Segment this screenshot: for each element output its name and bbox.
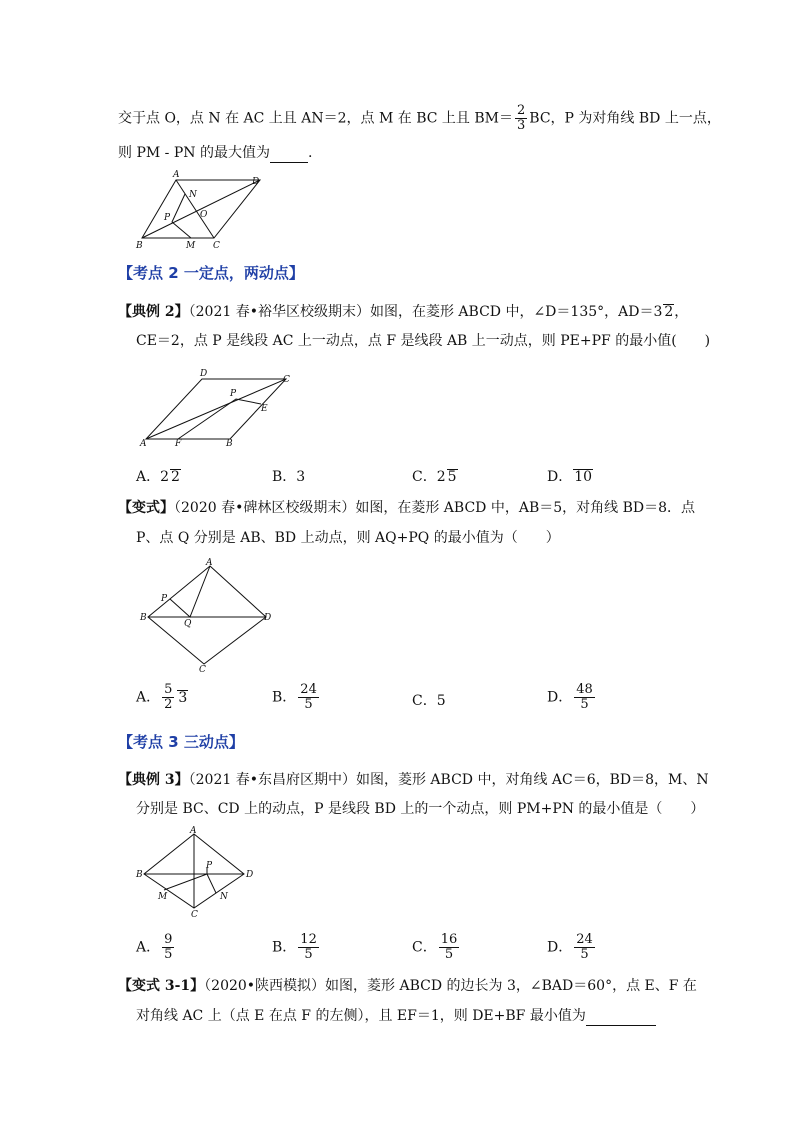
diagonal-bd — [142, 180, 260, 238]
option-a-text: A．2 — [136, 469, 170, 485]
option-a-fraction — [162, 683, 174, 712]
ex2-option-a — [136, 466, 181, 486]
option-d-text: D． — [547, 939, 573, 956]
option-b-text: B． — [272, 939, 297, 956]
section-heading-3: 【考点 3 三动点】 — [118, 733, 244, 751]
var31-lead: 【变式 3-1】 — [118, 978, 205, 994]
figure-rhombus-3 — [138, 560, 278, 675]
figure-parallelogram-1 — [130, 170, 270, 255]
label-D: D — [246, 870, 254, 880]
fraction-denominator: 5 — [580, 947, 589, 962]
segments-aq-qp — [170, 566, 210, 617]
var2-line-1 — [118, 498, 695, 518]
option-c-radicand: 5 — [447, 469, 457, 485]
option-b-text: B． — [272, 689, 297, 706]
intro-line-2 — [118, 143, 312, 163]
ex3-lead: 【典例 3】 — [118, 772, 189, 788]
label-B: B — [140, 613, 147, 623]
intro-period: . — [307, 145, 313, 161]
ex3-option-d — [547, 933, 597, 962]
ex3-text-1: （2021 春•东昌府区期中）如图，菱形 ABCD 中，对角线 AC＝6，BD＝8，M、N — [188, 772, 709, 788]
label-P: P — [230, 389, 237, 399]
label-C: C — [191, 910, 198, 920]
intro-text-b: BC，P 为对角线 BD 上一点， — [529, 110, 721, 127]
option-d-radicand: 10 — [574, 469, 593, 485]
fraction-two-thirds — [515, 104, 527, 133]
ex3-line-2: 分别是 BC、CD 上的动点，P 是线段 BD 上的一个动点，则 PM+PN 的最小值是（ ） — [136, 801, 705, 817]
var2-line-2: P、点 Q 分别是 AB、BD 上动点，则 AQ+PQ 的最小值为（ ） — [136, 530, 560, 546]
ex3-option-b — [272, 933, 321, 962]
rhombus-outline — [148, 566, 266, 664]
fraction-numerator: 9 — [164, 932, 173, 947]
fraction-denominator: 5 — [304, 947, 313, 962]
intro-text-a: 交于点 O，点 N 在 AC 上且 AN＝2，点 M 在 BC 上且 BM＝ — [118, 110, 513, 127]
label-P: P — [164, 213, 171, 223]
intro-text-c: 则 PM - PN 的最大值为 — [118, 145, 270, 161]
var2-option-d — [547, 683, 597, 712]
var2-text-1: （2020 春•碑林区校级期末）如图，在菱形 ABCD 中，AB＝5，对角线 BD＝8．点 — [174, 500, 696, 516]
fraction-denominator: 5 — [580, 697, 589, 712]
segments-mp-pn — [164, 874, 216, 893]
option-d-text: D． — [547, 469, 573, 485]
label-D: D — [264, 613, 272, 623]
label-P: P — [206, 861, 213, 871]
label-M: M — [158, 892, 168, 902]
label-A: A — [206, 558, 213, 568]
var31-line-2 — [136, 1006, 656, 1026]
label-Q: Q — [184, 619, 192, 629]
option-a-fraction — [162, 933, 174, 962]
ex2-text-1: （2021 春•裕华区校级期末）如图，在菱形 ABCD 中，∠D＝135°，AD＝3 — [188, 304, 663, 320]
label-E: E — [261, 404, 268, 414]
fraction-denominator: 5 — [444, 947, 454, 962]
fraction-denominator: 5 — [304, 697, 313, 712]
option-d-text: D． — [547, 689, 573, 706]
ex2-comma: ， — [674, 304, 689, 320]
var31-line-1 — [118, 976, 697, 996]
label-B: B — [136, 870, 143, 880]
option-c-text: C． — [412, 939, 437, 956]
var2-lead: 【变式】 — [118, 500, 174, 516]
diagonal-ac — [176, 180, 214, 238]
option-c-fraction — [439, 933, 460, 962]
option-a-radicand: 3 — [178, 689, 188, 706]
ex3-option-c — [412, 933, 461, 962]
fraction-numerator: 5 — [164, 682, 173, 697]
label-C: C — [213, 241, 220, 251]
var31-text-2: 对角线 AC 上（点 E 在点 F 的左侧），且 EF＝1，则 DE+BF 最小值为 — [136, 1008, 586, 1024]
option-a-text: A． — [136, 939, 161, 956]
option-a-radicand: 2 — [171, 469, 180, 485]
option-d-fraction — [574, 933, 595, 962]
var2-option-b — [272, 683, 321, 712]
fraction-numerator: 24 — [576, 932, 593, 947]
ex2-option-d — [547, 466, 593, 486]
label-D: D — [252, 177, 260, 187]
figure-rhombus-4 — [136, 826, 266, 921]
fraction-denominator: 3 — [517, 118, 526, 133]
sqrt-radicand: 2 — [664, 304, 674, 320]
option-b-fraction — [298, 683, 319, 712]
label-C: C — [283, 375, 290, 385]
label-D: D — [200, 369, 208, 379]
fraction-numerator: 24 — [300, 682, 317, 697]
fraction-numerator: 12 — [300, 932, 317, 947]
ex2-line-1 — [118, 302, 688, 322]
fraction-numerator: 16 — [440, 932, 458, 947]
label-A: A — [190, 826, 197, 836]
ex2-option-b: B．3 — [272, 469, 306, 485]
label-O: O — [200, 210, 208, 220]
option-a-text: A． — [136, 689, 161, 706]
label-M: M — [186, 241, 196, 251]
ex3-option-a — [136, 933, 176, 962]
ex2-line-2: CE＝2，点 P 是线段 AC 上一动点，点 F 是线段 AB 上一动点，则 PE+PF 的最小值( ) — [136, 333, 711, 349]
label-F: F — [175, 439, 182, 449]
fraction-numerator: 48 — [576, 682, 593, 697]
section-heading-2: 【考点 2 一定点，两动点】 — [118, 264, 304, 282]
label-A: A — [173, 170, 180, 180]
label-N: N — [189, 190, 197, 200]
segments-pn-pm — [172, 194, 191, 238]
ex3-line-1 — [118, 770, 709, 790]
ex2-lead: 【典例 2】 — [118, 304, 189, 320]
label-C: C — [199, 665, 206, 675]
var2-option-c: C．5 — [412, 693, 446, 709]
answer-blank — [586, 1025, 656, 1026]
intro-line-1 — [118, 104, 721, 133]
label-B: B — [226, 439, 233, 449]
label-B: B — [136, 241, 143, 251]
ex2-option-c — [412, 466, 458, 486]
figure-rhombus-2 — [140, 367, 310, 447]
option-b-fraction — [298, 933, 319, 962]
fraction-denominator: 2 — [164, 697, 173, 712]
label-P: P — [161, 594, 168, 604]
answer-blank — [270, 162, 308, 163]
var31-text-1: （2020•陕西模拟）如图，菱形 ABCD 的边长为 3，∠BAD＝60°，点 E、F 在 — [204, 978, 697, 994]
label-A: A — [140, 439, 147, 449]
label-N: N — [220, 892, 228, 902]
var2-option-a — [136, 683, 188, 712]
option-d-fraction — [574, 683, 595, 712]
fraction-numerator: 2 — [517, 103, 526, 118]
fraction-denominator: 5 — [164, 947, 173, 962]
option-c-text: C．2 — [412, 469, 446, 485]
